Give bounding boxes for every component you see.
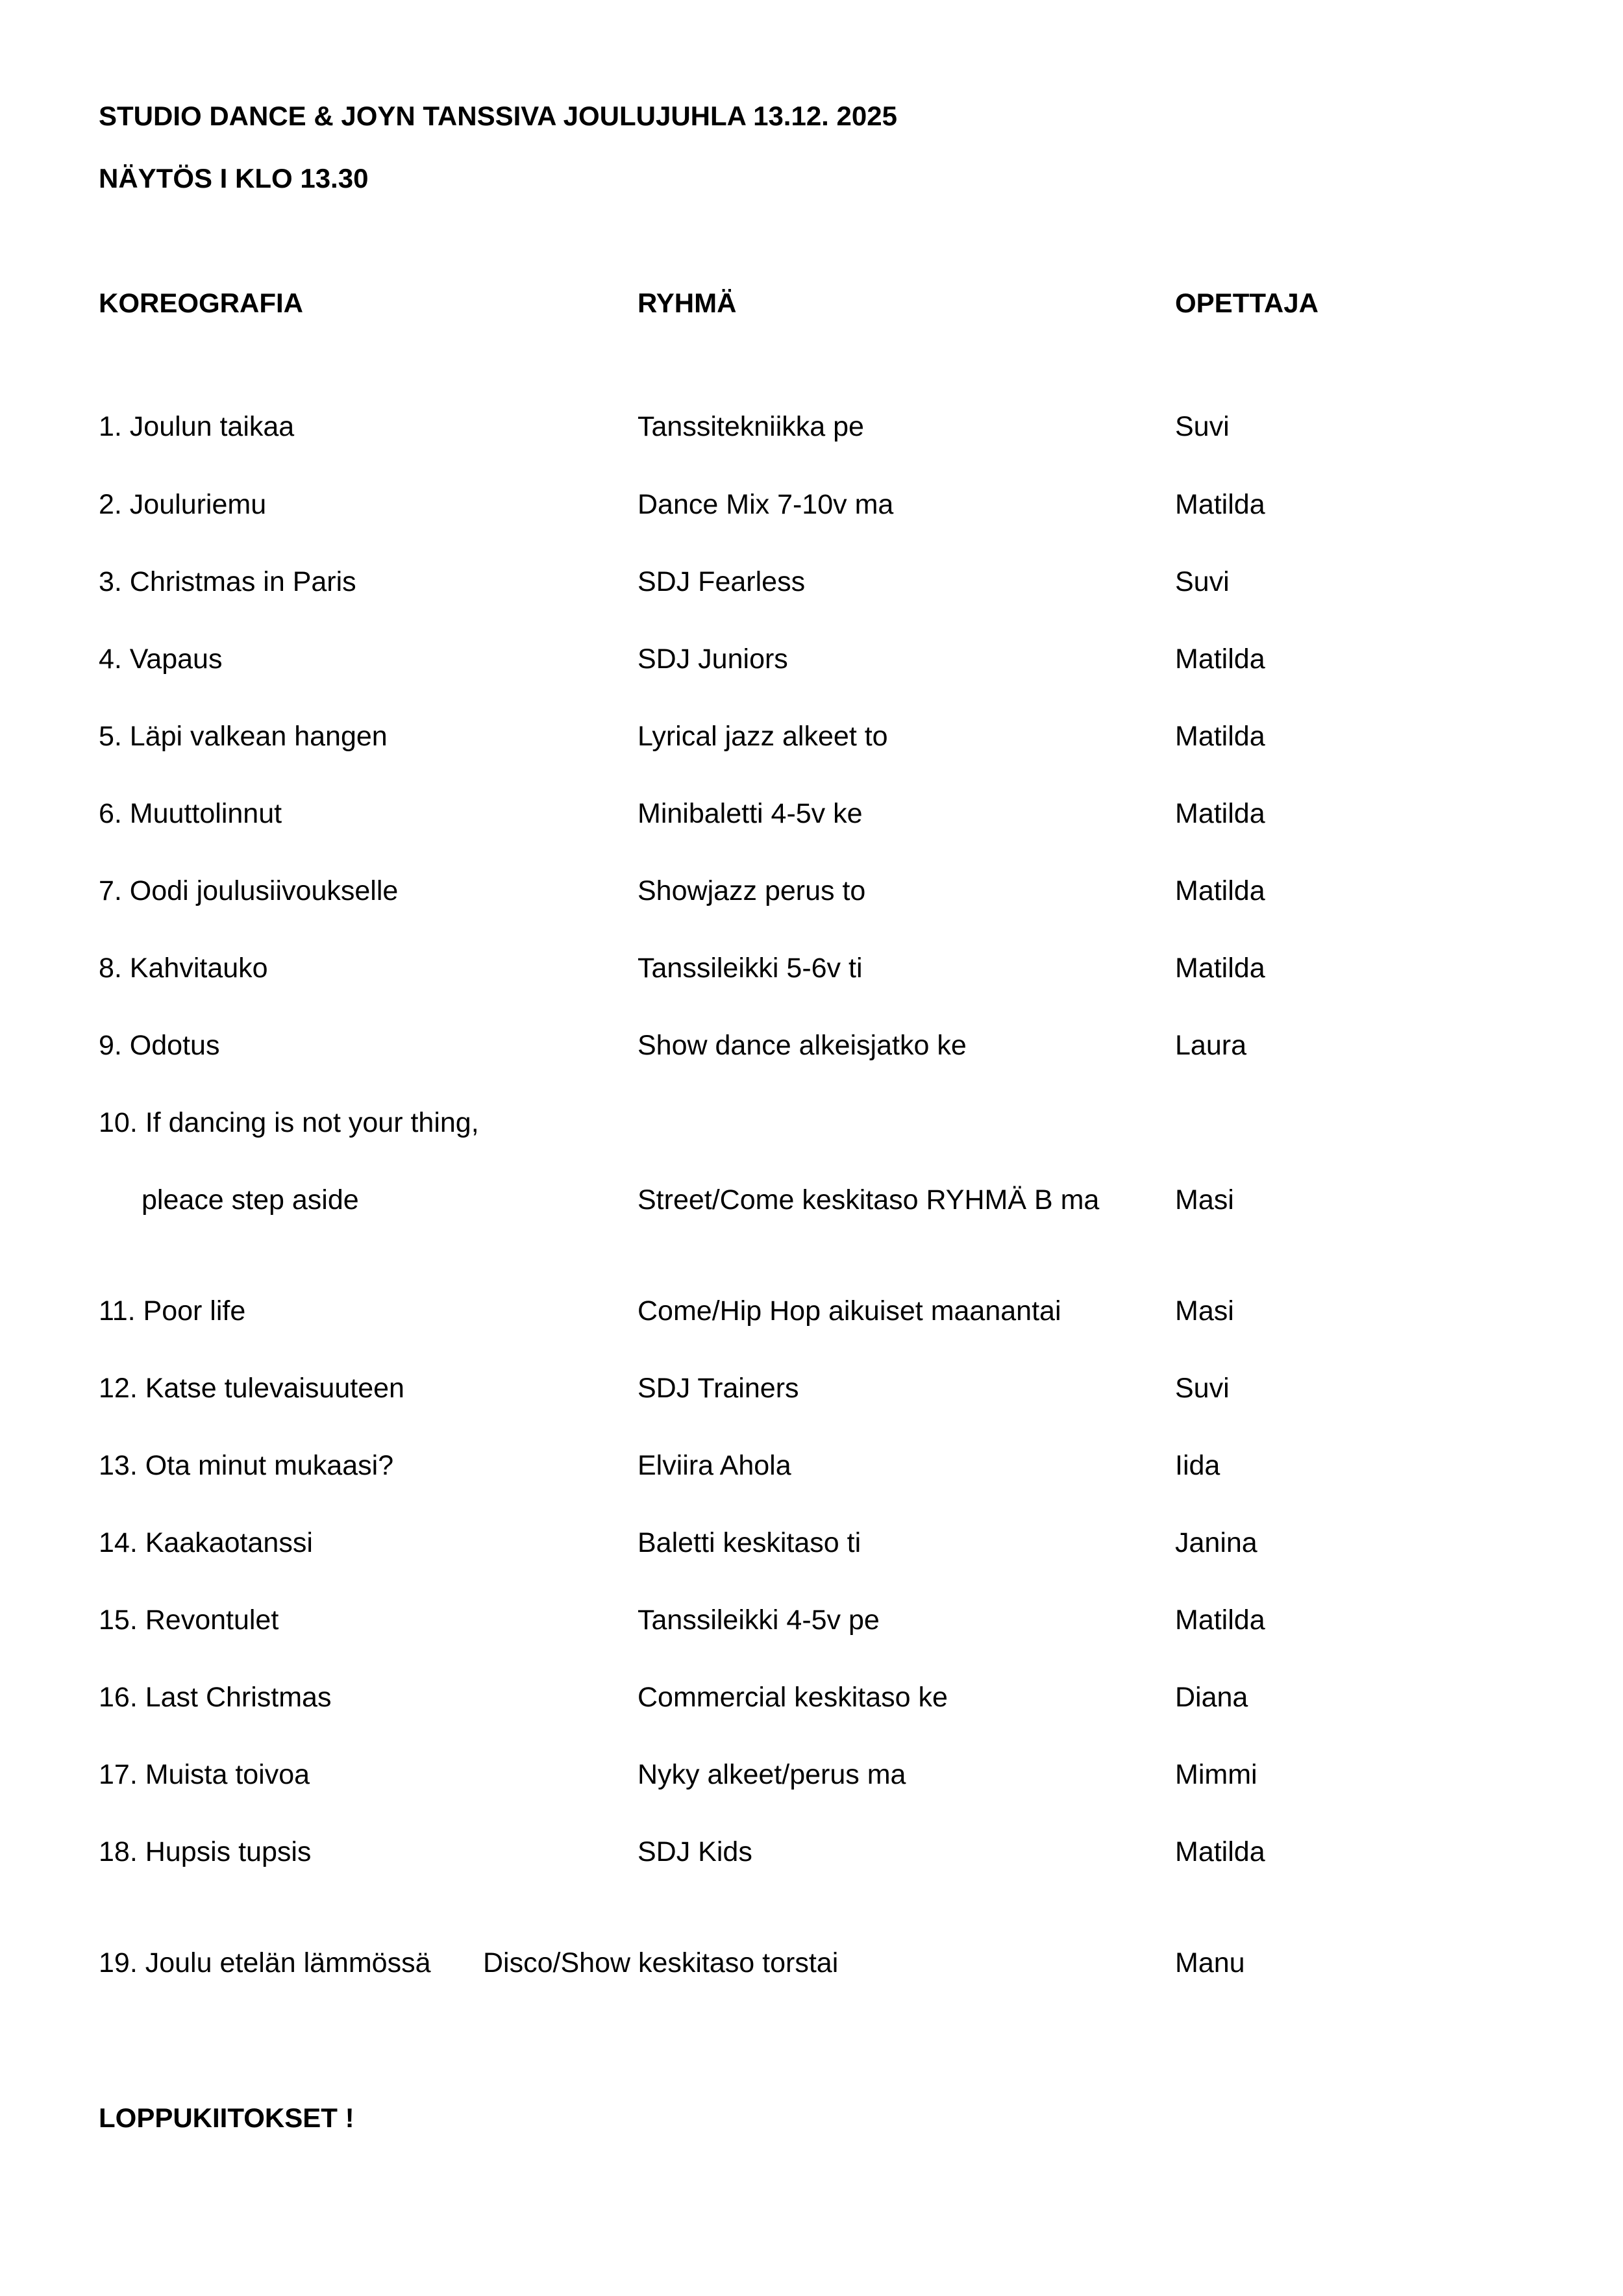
choreography-10-continued: pleace step aside bbox=[142, 1184, 359, 1216]
teacher-8: Matilda bbox=[1175, 953, 1265, 984]
choreography-7: 7. Oodi joulusiivoukselle bbox=[99, 875, 399, 906]
group-1: Tanssitekniikka pe bbox=[638, 411, 864, 442]
choreography-16: 16. Last Christmas bbox=[99, 1682, 332, 1713]
choreography-8: 8. Kahvitauko bbox=[99, 953, 268, 984]
teacher-17: Mimmi bbox=[1175, 1759, 1258, 1790]
column-header-teacher: OPETTAJA bbox=[1175, 288, 1319, 318]
group-2: Dance Mix 7-10v ma bbox=[638, 489, 894, 520]
group-13: Elviira Ahola bbox=[638, 1450, 791, 1481]
teacher-13: Iida bbox=[1175, 1450, 1220, 1481]
choreography-5: 5. Läpi valkean hangen bbox=[99, 721, 388, 752]
teacher-11: Masi bbox=[1175, 1295, 1234, 1327]
teacher-18: Matilda bbox=[1175, 1836, 1265, 1867]
group-16: Commercial keskitaso ke bbox=[638, 1682, 948, 1713]
group-15: Tanssileikki 4-5v pe bbox=[638, 1604, 880, 1636]
group-7: Showjazz perus to bbox=[638, 875, 866, 906]
teacher-6: Matilda bbox=[1175, 798, 1265, 829]
choreography-10: 10. If dancing is not your thing, bbox=[99, 1107, 479, 1138]
choreography-13: 13. Ota minut mukaasi? bbox=[99, 1450, 394, 1481]
teacher-16: Diana bbox=[1175, 1682, 1248, 1713]
group-4: SDJ Juniors bbox=[638, 643, 788, 675]
group-14: Baletti keskitaso ti bbox=[638, 1527, 861, 1558]
choreography-9: 9. Odotus bbox=[99, 1030, 220, 1061]
group-5: Lyrical jazz alkeet to bbox=[638, 721, 888, 752]
column-header-group: RYHMÄ bbox=[638, 288, 737, 318]
teacher-2: Matilda bbox=[1175, 489, 1265, 520]
group-19: Disco/Show keskitaso torstai bbox=[483, 1947, 839, 1978]
teacher-14: Janina bbox=[1175, 1527, 1258, 1558]
teacher-1: Suvi bbox=[1175, 411, 1230, 442]
group-12: SDJ Trainers bbox=[638, 1373, 799, 1404]
teacher-4: Matilda bbox=[1175, 643, 1265, 675]
choreography-18: 18. Hupsis tupsis bbox=[99, 1836, 312, 1867]
group-11: Come/Hip Hop aikuiset maanantai bbox=[638, 1295, 1061, 1327]
teacher-9: Laura bbox=[1175, 1030, 1246, 1061]
group-8: Tanssileikki 5-6v ti bbox=[638, 953, 863, 984]
choreography-19: 19. Joulu etelän lämmössä bbox=[99, 1947, 431, 1978]
choreography-15: 15. Revontulet bbox=[99, 1604, 279, 1636]
choreography-6: 6. Muuttolinnut bbox=[99, 798, 282, 829]
group-6: Minibaletti 4-5v ke bbox=[638, 798, 863, 829]
group-18: SDJ Kids bbox=[638, 1836, 752, 1867]
teacher-15: Matilda bbox=[1175, 1604, 1265, 1636]
choreography-12: 12. Katse tulevaisuuteen bbox=[99, 1373, 404, 1404]
choreography-2: 2. Jouluriemu bbox=[99, 489, 267, 520]
column-header-choreography: KOREOGRAFIA bbox=[99, 288, 303, 318]
choreography-14: 14. Kaakaotanssi bbox=[99, 1527, 313, 1558]
group-3: SDJ Fearless bbox=[638, 566, 806, 597]
act-heading: NÄYTÖS I KLO 13.30 bbox=[99, 163, 369, 193]
choreography-1: 1. Joulun taikaa bbox=[99, 411, 295, 442]
teacher-7: Matilda bbox=[1175, 875, 1265, 906]
group-9: Show dance alkeisjatko ke bbox=[638, 1030, 967, 1061]
teacher-5: Matilda bbox=[1175, 721, 1265, 752]
program-title: STUDIO DANCE & JOYN TANSSIVA JOULUJUHLA 13.12. 2025 bbox=[99, 101, 897, 131]
teacher-12: Suvi bbox=[1175, 1373, 1230, 1404]
teacher-19: Manu bbox=[1175, 1947, 1245, 1978]
teacher-10: Masi bbox=[1175, 1184, 1234, 1216]
choreography-17: 17. Muista toivoa bbox=[99, 1759, 310, 1790]
group-17: Nyky alkeet/perus ma bbox=[638, 1759, 906, 1790]
teacher-3: Suvi bbox=[1175, 566, 1230, 597]
group-10: Street/Come keskitaso RYHMÄ B ma bbox=[638, 1184, 1100, 1216]
choreography-3: 3. Christmas in Paris bbox=[99, 566, 356, 597]
choreography-4: 4. Vapaus bbox=[99, 643, 223, 675]
choreography-11: 11. Poor life bbox=[99, 1295, 246, 1327]
closing-thanks: LOPPUKIITOKSET ! bbox=[99, 2103, 354, 2133]
